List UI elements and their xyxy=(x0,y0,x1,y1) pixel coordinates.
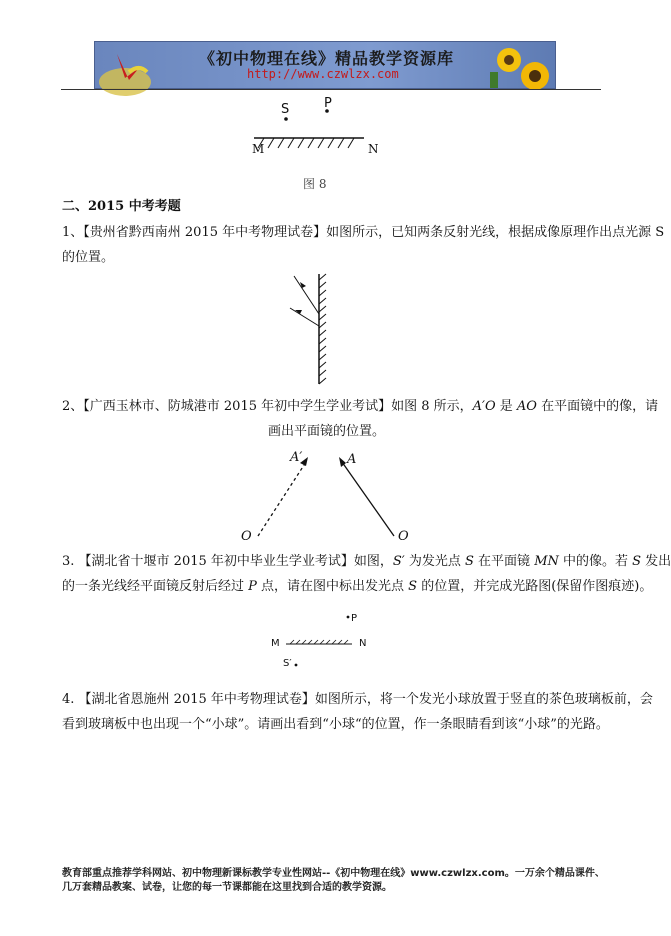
q2-text-a: 2、【广西玉林市、防城港市 2015 年初中学生学业考试】如图 8 所示， xyxy=(62,399,473,414)
fig8-label-m: M xyxy=(252,142,265,156)
q2-text-a-prime-o: A′O xyxy=(472,399,496,414)
fig8-label-s: S xyxy=(281,102,290,117)
q3-label-m: M xyxy=(271,638,280,649)
footer-line-1: 教育部重点推荐学科网站、初中物理新课标教学专业性网站--《初中物理在线》www.czwlzx.com。一万余个精品课件、 xyxy=(62,868,605,879)
fig8-label-n: N xyxy=(368,142,379,156)
q3-text-2s: S xyxy=(408,579,418,594)
q3-line-2 xyxy=(62,578,652,596)
image-ray-dashed xyxy=(258,462,306,536)
point-p xyxy=(347,616,350,619)
label-a: A xyxy=(347,452,357,467)
footer-line-2: 几万套精品教案、试卷，让您的每一节课都能在这里找到合适的教学资源。 xyxy=(62,882,392,893)
q1-line-1: 1、【贵州省黔西南州 2015 年中考物理试卷】如图所示，已知两条反射光线，根据成像原理作出点光源 S xyxy=(62,225,665,240)
reflected-ray-2 xyxy=(290,308,319,326)
mirror-hatching xyxy=(258,138,354,148)
section-heading: 二、2015 中考考题 xyxy=(62,199,181,214)
page-footer xyxy=(62,867,605,895)
q2-text-c: 是 xyxy=(495,399,517,414)
q3-label-n: N xyxy=(359,638,367,649)
q3-text-c: 为发光点 xyxy=(404,554,466,569)
q3-text-p: P xyxy=(248,579,257,594)
header-banner xyxy=(94,41,556,89)
q4-line-2: 看到玻璃板中也出现一个“小球”。请画出看到“小球“的位置，作一条眼睛看到该“小球”的光路。 xyxy=(62,717,609,732)
q3-text-g: 中的像。若 xyxy=(558,554,633,569)
q3-text-i: 发出 xyxy=(641,554,671,569)
label-o-left: O xyxy=(241,529,252,544)
q3-text-e: 在平面镜 xyxy=(473,554,535,569)
q1-vertical-mirror-diagram xyxy=(280,270,340,388)
mirror-hatching xyxy=(319,274,326,384)
q1-line-2: 的位置。 xyxy=(62,250,115,265)
figure-8-mirror-diagram xyxy=(240,92,400,172)
q3-text-2c: 点，请在图中标出发光点 xyxy=(256,579,409,594)
q2-line-1 xyxy=(62,398,658,416)
fig8-label-p: P xyxy=(324,96,332,111)
q3-text-s2: S xyxy=(632,554,642,569)
banner-url: http://www.czwlzx.com xyxy=(247,67,399,81)
mirror-hatching xyxy=(290,640,348,644)
q3-text-s-prime: S′ xyxy=(392,554,405,569)
q3-label-p: P xyxy=(351,613,358,624)
q3-text-mn: MN xyxy=(534,554,559,569)
q2-text-e: 在平面镜中的像，请 xyxy=(536,399,659,414)
q3-text-2a: 的一条光线经平面镜反射后经过 xyxy=(62,579,249,594)
q4-line-1: 4. 【湖北省恩施州 2015 年中考物理试卷】如图所示，将一个发光小球放置于竖直的茶色玻璃板前，会 xyxy=(62,692,653,707)
object-ray xyxy=(342,462,394,536)
q2-rays-diagram xyxy=(240,448,420,546)
figure-caption: 图 8 xyxy=(303,177,327,191)
q3-text-a: 3. 【湖北省十堰市 2015 年初中毕业生学业考试】如图， xyxy=(62,554,393,569)
q3-line-1 xyxy=(62,553,671,571)
label-a-prime: A′ xyxy=(290,450,303,465)
q3-label-s-prime: S′ xyxy=(283,658,292,669)
q3-text-2e: 的位置，并完成光路图(保留作图痕迹)。 xyxy=(417,579,653,594)
q2-text-ao: AO xyxy=(516,399,537,414)
q3-text-s: S xyxy=(465,554,474,569)
point-s-prime xyxy=(295,664,298,667)
label-o-right: O xyxy=(398,529,409,544)
q2-line-2: 画出平面镜的位置。 xyxy=(268,424,386,439)
reflected-ray-1 xyxy=(294,276,319,314)
banner-title: 《初中物理在线》精品教学资源库 xyxy=(199,49,455,68)
header-divider xyxy=(61,89,601,90)
